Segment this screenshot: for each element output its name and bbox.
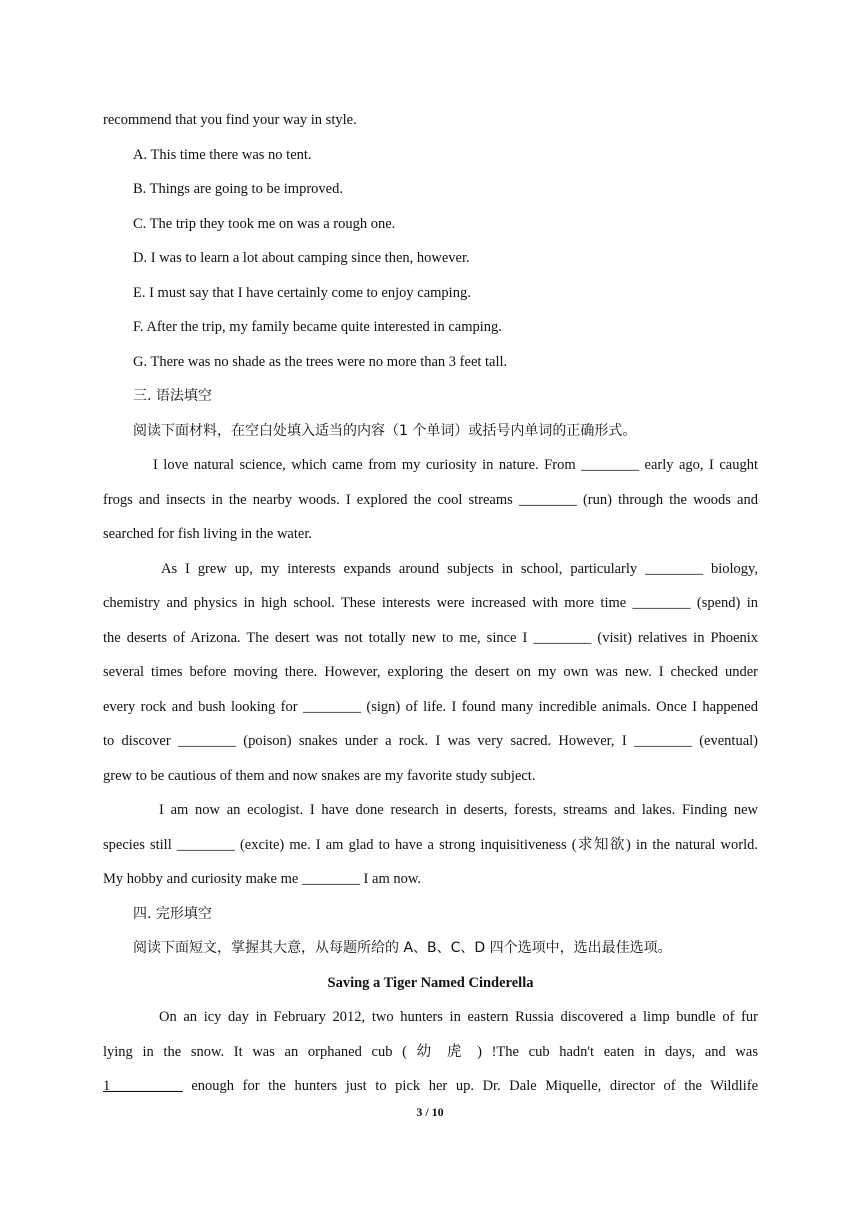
option-f: F. After the trip, my family became quite interested in camping. — [133, 319, 502, 335]
s3-para2-line4: several times before moving there. However, exploring the desert on my own was new. I checked under — [103, 664, 758, 680]
s4-para1-line3-text: enough for the hunters just to pick her up. Dr. Dale Miquelle, director of the Wildlife — [191, 1078, 759, 1094]
option-c: C. The trip they took me on was a rough one. — [133, 215, 396, 232]
s3-para2-line2: chemistry and physics in high school. These interests were increased with more time ________ (spend) in — [103, 595, 758, 611]
option-b: B. Things are going to be improved. — [133, 181, 343, 197]
s3-para2-line5: every rock and bush looking for ________ (sign) of life. I found many incredible animals. Once I happened — [103, 698, 758, 715]
option-e: E. I must say that I have certainly come to enjoy camping. — [133, 284, 471, 301]
option-d: D. I was to learn a lot about camping since then, however. — [133, 250, 470, 266]
cloze-blank-1: 1__________ — [103, 1078, 183, 1094]
s3-para3-line3: My hobby and curiosity make me ________ I am now. — [103, 871, 422, 887]
s3-para1-line1: I love natural science, which came from my curiosity in nature. From ________ early ago, I caught — [153, 457, 758, 473]
option-a: A. This time there was no tent. — [133, 146, 312, 163]
s3-para1-line3: searched for fish living in the water. — [103, 526, 312, 542]
s4-para1-line1: On an icy day in February 2012, two hunters in eastern Russia discovered a limp bundle of fur — [159, 1009, 758, 1025]
document-page — [103, 103, 758, 1104]
section3-instruction: 阅读下面材料，在空白处填入适当的内容（1 个单词）或括号内单词的正确形式。 — [133, 422, 637, 439]
s3-para3-line1: I am now an ecologist. I have done research in deserts, forests, streams and lakes. Finding new — [159, 802, 758, 818]
option-g: G. There was no shade as the trees were no more than 3 feet tall. — [133, 353, 508, 370]
section4-heading: 四. 完形填空 — [133, 905, 212, 922]
page-number: 3 / 10 — [416, 1105, 444, 1119]
s3-para2-line6: to discover ________ (poison) snakes under a rock. I was very sacred. However, I ________ (eventual) — [103, 733, 758, 749]
s3-para2-line3: the deserts of Arizona. The desert was not totally new to me, since I ________ (visit) relatives in Phoenix — [103, 629, 758, 646]
s3-para2-line7: grew to be cautious of them and now snakes are my favorite study subject. — [103, 767, 536, 784]
passage-title: Saving a Tiger Named Cinderella — [327, 974, 534, 991]
s3-para3-line2: species still ________ (excite) me. I am glad to have a strong inquisitiveness (求知欲) in the natural world. — [103, 836, 758, 853]
s4-para1-line3 — [103, 1069, 758, 1104]
intro-line: recommend that you find your way in style. — [103, 112, 357, 128]
section3-heading: 三. 语法填空 — [133, 388, 212, 404]
s4-para1-line2: lying in the snow. It was an orphaned cub ( 幼 虎 ) !The cub hadn't eaten in days, and was — [103, 1043, 758, 1060]
s3-para1-line2: frogs and insects in the nearby woods. I explored the cool streams ________ (run) through the woods and — [103, 491, 758, 508]
s3-para2-line1: As I grew up, my interests expands around subjects in school, particularly ________ biology, — [161, 560, 758, 577]
section4-instruction: 阅读下面短文，掌握其大意，从每题所给的 A、B、C、D 四个选项中，选出最佳选项。 — [133, 940, 672, 956]
